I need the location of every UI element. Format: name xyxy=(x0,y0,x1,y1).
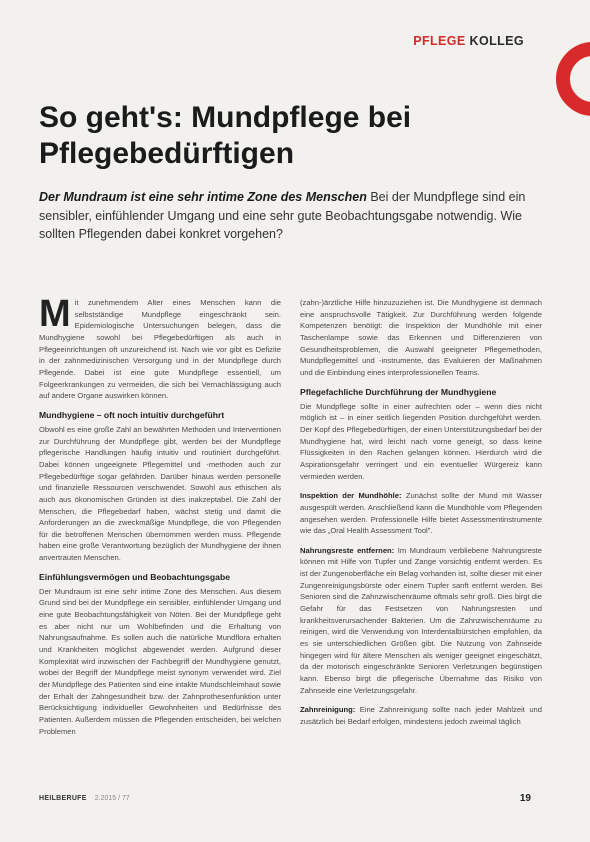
left-paragraph-3: Der Mundraum ist eine sehr intime Zone des Menschen. Aus diesem Grund sind bei der Mundpflege ein sensibler, einfühlender Umgang und eine gute Beobachtungsfähigkeit von Nöten. Bei der Mundpflege geht es aber nicht nur um Wohlbefinden und die Erhaltung von Nahrungsaufnahme. Es sollen auch die natürliche Mundflora erhalten und Krankheiten möglichst abgewendet werden. Aufgrund dieser Komplexität wird inzwischen der Fachbegriff der Mundhygiene genutzt, wobei der Begriff der Mundpflege meist synonym verwendet wird. Ziel der Mundpflege des Patienten sind eine intakte Mundschleimhaut sowie der Erhalt der Zahngesundheit bzw. der Zahnprothesenfunktion unter Berücksichtigung individueller Gewohnheiten und Bedürfnisse des Patienten. Außerdem müssen die Pflegenden entscheiden, bei welchen Problemen xyxy=(39,586,281,736)
issue-number: 2.2015 / 77 xyxy=(94,795,130,802)
article-lead xyxy=(39,188,529,244)
right-heading-1: Pflegefachliche Durchführung der Mundhygiene xyxy=(300,386,497,397)
left-paragraph-1-text: it zunehmendem Alter eines Menschen kann die selbstständige Mundpflege eingeschränkt sein. Epidemiologische Untersuchungen belegen, dass die Mundhygiene sowohl bei Pflegebedürftigen als auch in Pflegeeinrichtungen oft unzureichend ist. Nach wie vor gibt es Defizite in der zahnmedizinischen Versorgung und in der Mundpflege durch Pflegende. Dabei ist eine gute Mundpflege essentiell, um Folgeerkrankungen zu vermeiden, die sich bei Vernachlässigung auch auf andere Organe auswirken können. xyxy=(39,298,281,401)
magazine-name: HEILBERUFE xyxy=(39,795,87,802)
section-label-pflege: PFLEGE xyxy=(413,34,466,48)
right-paragraph-4 xyxy=(300,545,542,697)
inspection-label: Inspektion der Mundhöhle: xyxy=(300,491,402,501)
left-paragraph-2: Obwohl es eine große Zahl an bewährten Methoden und Interventionen zur Durchführung der Mundpflege gibt, werden bei der Mundpflege pflegerische Handlungen häufig intuitiv und routiniert durchgeführt. Dabei können ungeeignete Pflegemittel und -methoden auch zur Pflegebedürftige sogar gefährden. Darüber hinaus werden personelle und finanzielle Ressourcen verschwendet. Sowohl aus ethischen als auch aus ökonomischen Gründen ist dies inakzeptabel. Die Zahl der Menschen, die Pflegebedarf haben, wächst stetig und damit die Anforderungen an die zweckmäßige Mundpflege, die von Pflegenden für die betroffenen Menschen übernommen werden muss. Pflegende haben eine große Verantwortung bezüglich der Mundhygiene der ihnen anvertrauten Menschen. xyxy=(39,424,281,563)
section-label-kolleg: KOLLEG xyxy=(469,34,524,48)
food-remains-text: Im Mundraum verbliebene Nahrungsreste können mit Hilfe von Tupfer und Zange vorsichtig entfernt werden. Es ist der Zungenoberfläche ein Belag vorhanden ist, sollte dieser mit einer Zungenreinigungsbürste oder einem Tupfer sanft entfernt werden. Bei Senioren sind die Zahnzwischenräume oftmals sehr groß. Dies birgt die Gefahr für das Festsetzen von Nahrungsresten und krankheitsverursachender Bakterien. Um die Zahnzwischenräume zu reinigen, wird die Verwendung von Interdentalbürstchen empfohlen, da es sie unterschiedlichen Größen gibt. Die Nutzung von Zahnseide hingegen wird für ältere Menschen als weniger geeignet eingeschätzt, da der motorisch eingeschränkte Senioren Verletzungen begünstigen kann. Ebenso birgt die pflegerische Übernahme das Risiko von Zahnseide eine Verletzungsgefahr. xyxy=(300,545,542,695)
section-marker-graphic xyxy=(556,42,590,116)
right-paragraph-1: (zahn-)ärztliche Hilfe hinzuzuziehen ist. Die Mundhygiene ist demnach eine anspruchsvolle Tätigkeit. Zur Durchführung werden folgende Kompetenzen benötigt: die Inspektion der Mundhöhle mit einer Taschenlampe sowie das Erkennen und Differenzieren von Gesundheitsproblemen, die Auswahl geeigneter Pflegemethoden, Mundpflegemittel und -instrumente, das Evaluieren der Maßnahmen und die Einbindung eines interprofessionellen Teams. xyxy=(300,298,542,377)
article-title: So geht's: Mundpflege bei Pflegebedürftigen xyxy=(39,101,412,170)
tooth-cleaning-text: Eine Zahnreinigung sollte nach jeder Mahlzeit und zusätzlich bei Bedarf erfolgen, mindestens jedoch zweimal täglich xyxy=(300,705,542,726)
left-paragraph-1 xyxy=(39,293,281,402)
right-column xyxy=(300,297,542,728)
left-column xyxy=(39,293,281,737)
section-header xyxy=(413,34,524,48)
right-paragraph-3 xyxy=(300,490,542,537)
right-paragraph-5 xyxy=(300,704,542,727)
food-remains-label: Nahrungsreste entfernen: xyxy=(300,545,395,555)
right-paragraph-2: Die Mundpflege sollte in einer aufrechten oder – wenn dies nicht möglich ist – in einer seitlich liegenden Position durchgeführt werden. Der Kopf des Pflegebedürftigen, der einen Unterstützungsbedarf bei der Mundhygiene hat, wird leicht nach vorne geneigt, so dass keine Flüssigkeiten in den Rachen gelangen können. Hierdurch wird die Aspirationsgefahr verringert und ein eventueller Würgereiz kann vermieden werden. xyxy=(300,401,542,481)
drop-cap: M xyxy=(39,293,71,335)
lead-text: Bei der Mundpflege sind ein sensibler, einfühlender Umgang und eine sehr gute Beobachtungsgabe notwendig. Wie sollten Pflegenden dabei konkret vorgehen? xyxy=(39,190,526,241)
inspection-text: Zunächst sollte der Mund mit Wasser ausgespült werden. Anschließend kann die Mundhöhle vom Pflegenden angesehen werden. Professionelle Hilfe bietet Assessmentinstrumente wie das „Oral Health Assessment Tool". xyxy=(300,491,543,536)
lead-bold: Der Mundraum ist eine sehr intime Zone des Menschen xyxy=(39,190,367,204)
page-footer xyxy=(39,795,531,802)
page-number: 19 xyxy=(519,793,531,804)
left-heading-2: Einfühlungsvermögen und Beobachtungsgabe xyxy=(39,571,230,582)
tooth-cleaning-label: Zahnreinigung: xyxy=(300,705,356,715)
left-heading-1: Mundhygiene – oft noch intuitiv durchgeführt xyxy=(39,409,225,420)
